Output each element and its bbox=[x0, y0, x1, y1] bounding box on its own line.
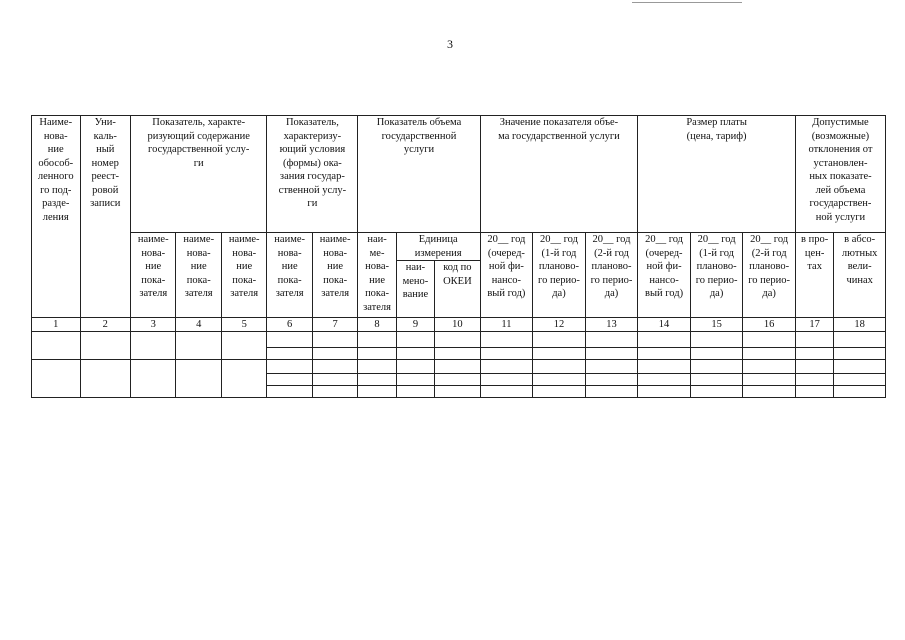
data-cell bbox=[480, 374, 533, 386]
subheader-value-plan-year-2 bbox=[585, 233, 638, 318]
header-text-line: в про- bbox=[801, 234, 829, 245]
data-cell bbox=[480, 360, 533, 374]
subheader-unit-name bbox=[396, 261, 434, 318]
header-text-line: установлен- bbox=[813, 157, 868, 169]
data-cell bbox=[396, 374, 434, 386]
header-text-line: номер bbox=[91, 157, 119, 169]
data-cell bbox=[834, 332, 886, 348]
header-text-line: зателя bbox=[230, 288, 259, 299]
column-number: 1 bbox=[32, 318, 81, 332]
data-cell bbox=[690, 332, 743, 348]
header-text-line: нансо- bbox=[491, 274, 522, 286]
header-text-line: ние bbox=[369, 274, 385, 286]
column-number: 4 bbox=[176, 318, 221, 332]
column-number: 15 bbox=[690, 318, 743, 332]
subheader-conditions-name-1 bbox=[267, 233, 312, 318]
data-cell bbox=[533, 360, 586, 374]
table-row bbox=[32, 332, 886, 348]
data-cell bbox=[435, 360, 480, 374]
data-cell bbox=[312, 360, 357, 374]
header-text-line: Уни- bbox=[94, 117, 116, 128]
data-cell bbox=[743, 360, 796, 374]
header-content-indicator bbox=[131, 116, 267, 233]
header-text-line: планово- bbox=[538, 261, 579, 272]
header-text-line: нова- bbox=[277, 247, 302, 259]
header-text-line: 20__ год bbox=[750, 234, 789, 245]
column-number: 11 bbox=[480, 318, 533, 332]
header-text-line: ние bbox=[145, 261, 162, 272]
header-text-line: ный bbox=[96, 144, 115, 155]
header-text-line: пока- bbox=[141, 274, 166, 286]
header-text-line: Размер платы bbox=[686, 117, 747, 128]
data-cell bbox=[176, 332, 221, 360]
header-text-line: ризующий содержание bbox=[147, 130, 250, 142]
column-number: 6 bbox=[267, 318, 312, 332]
header-text-line: го перио- bbox=[590, 274, 633, 286]
header-text-line: характеризу- bbox=[283, 130, 342, 142]
data-cell bbox=[743, 332, 796, 348]
header-volume-value bbox=[480, 116, 638, 233]
data-cell bbox=[743, 386, 796, 398]
column-number: 16 bbox=[743, 318, 796, 332]
data-cell bbox=[585, 360, 638, 374]
header-text-line: (очеред- bbox=[645, 247, 683, 259]
header-text-line: лей объема bbox=[815, 184, 866, 196]
header-text-line: в абсо- bbox=[844, 234, 876, 245]
header-text-line: (возможные) bbox=[811, 130, 870, 142]
header-text-line: планово- bbox=[696, 261, 737, 272]
header-text-line: пока- bbox=[277, 274, 302, 286]
subheader-unit bbox=[396, 233, 480, 261]
subheader-fee-plan-year-2 bbox=[743, 233, 796, 318]
header-text-line: отклонения от bbox=[808, 144, 873, 155]
header-text-line: ющий условия bbox=[279, 144, 346, 155]
column-number: 5 bbox=[221, 318, 266, 332]
header-text-line: цен- bbox=[804, 247, 825, 259]
header-text-line: (очеред- bbox=[487, 247, 525, 259]
data-cell bbox=[312, 332, 357, 348]
header-text-line: нова- bbox=[365, 261, 389, 272]
header-text-line: 20__ год bbox=[539, 234, 578, 245]
data-cell bbox=[638, 332, 691, 348]
data-cell bbox=[480, 386, 533, 398]
header-text-line: нова- bbox=[232, 247, 257, 259]
subheader-fee-plan-year-1 bbox=[690, 233, 743, 318]
data-cell bbox=[221, 360, 266, 398]
column-number: 2 bbox=[80, 318, 131, 332]
header-text-line: ние bbox=[47, 144, 64, 155]
header-name-subdivision bbox=[32, 116, 81, 318]
column-number: 8 bbox=[358, 318, 396, 332]
subheader-in-percent bbox=[795, 233, 833, 318]
data-cell bbox=[834, 360, 886, 374]
header-text-line: код по bbox=[443, 262, 472, 273]
header-text-line: (формы) ока- bbox=[282, 157, 342, 169]
data-cell bbox=[795, 360, 833, 374]
header-text-line: го перио- bbox=[748, 274, 791, 286]
data-cell bbox=[795, 374, 833, 386]
data-cell bbox=[32, 332, 81, 360]
header-text-line: измерения bbox=[414, 247, 462, 259]
data-cell bbox=[533, 386, 586, 398]
data-cell bbox=[312, 386, 357, 398]
data-cell bbox=[795, 386, 833, 398]
data-cell bbox=[690, 374, 743, 386]
header-text-line: Показатель, характе- bbox=[152, 117, 246, 128]
header-text-line: 20__ год bbox=[645, 234, 684, 245]
data-cell bbox=[638, 386, 691, 398]
header-text-line: ной фи- bbox=[488, 261, 524, 272]
data-cell bbox=[743, 374, 796, 386]
subheader-content-name-1 bbox=[131, 233, 176, 318]
header-text-line: зателя bbox=[275, 288, 304, 299]
header-text-line: ственной услу- bbox=[278, 184, 347, 196]
data-cell bbox=[435, 374, 480, 386]
header-text-line: нова- bbox=[186, 247, 211, 259]
header-text-line: наиме- bbox=[183, 234, 215, 245]
header-text-line: ленного bbox=[37, 171, 74, 182]
header-text-line: мено- bbox=[402, 275, 429, 287]
data-cell bbox=[32, 360, 81, 398]
header-text-line: го под- bbox=[40, 184, 72, 196]
header-text-line: ления bbox=[42, 211, 69, 223]
header-text-line: Допустимые bbox=[812, 117, 869, 128]
data-cell bbox=[396, 332, 434, 348]
column-number: 18 bbox=[834, 318, 886, 332]
data-cell bbox=[480, 332, 533, 348]
data-cell bbox=[267, 374, 312, 386]
column-number: 10 bbox=[435, 318, 480, 332]
subheader-fee-current-year bbox=[638, 233, 691, 318]
subheader-in-absolute bbox=[834, 233, 886, 318]
data-cell bbox=[396, 386, 434, 398]
header-text-line: Значение показателя объе- bbox=[499, 117, 619, 128]
subheader-value-plan-year-1 bbox=[533, 233, 586, 318]
page-number: 3 bbox=[447, 37, 453, 51]
header-text-line: наи- bbox=[405, 262, 426, 273]
data-cell bbox=[358, 360, 396, 374]
header-text-line: ОКЕИ bbox=[443, 275, 472, 287]
data-cell bbox=[221, 332, 266, 360]
header-text-line: лютных bbox=[841, 247, 878, 259]
header-text-line: услуги bbox=[403, 144, 435, 155]
header-text-line: записи bbox=[90, 198, 121, 209]
data-cell bbox=[358, 374, 396, 386]
data-cell bbox=[480, 348, 533, 360]
header-text-line: ной услуги bbox=[815, 211, 866, 223]
data-cell bbox=[267, 386, 312, 398]
header-text-line: наиме- bbox=[319, 234, 351, 245]
header-deviations bbox=[795, 116, 885, 233]
header-text-line: чинах bbox=[846, 274, 873, 286]
data-cell bbox=[795, 332, 833, 348]
header-text-line: (2-й год bbox=[751, 247, 787, 259]
header-text-line: (2-й год bbox=[594, 247, 629, 259]
data-cell bbox=[396, 348, 434, 360]
header-text-line: (1-й год bbox=[699, 247, 735, 259]
data-cell bbox=[435, 332, 480, 348]
data-cell bbox=[585, 332, 638, 348]
subheader-content-name-2 bbox=[176, 233, 221, 318]
header-text-line: зания государ- bbox=[279, 171, 345, 182]
data-cell bbox=[358, 348, 396, 360]
header-text-line: планово- bbox=[749, 261, 790, 272]
data-cell bbox=[533, 332, 586, 348]
header-text-line: наиме- bbox=[228, 234, 260, 245]
data-cell bbox=[267, 332, 312, 348]
data-cell bbox=[267, 348, 312, 360]
header-text-line: государственной bbox=[381, 130, 457, 142]
subheader-volume-name bbox=[358, 233, 396, 318]
column-number: 13 bbox=[585, 318, 638, 332]
header-text-line: Показатель, bbox=[285, 117, 339, 128]
header-text-line: ние bbox=[190, 261, 207, 272]
header-text-line: ние bbox=[281, 261, 298, 272]
header-text-line: нова- bbox=[141, 247, 166, 259]
header-text-line: нова- bbox=[323, 247, 348, 259]
header-text-line: (1-й год bbox=[541, 247, 577, 259]
column-number: 12 bbox=[533, 318, 586, 332]
subheader-content-name-3 bbox=[221, 233, 266, 318]
header-text-line: Показатель объема bbox=[376, 117, 462, 128]
column-number: 14 bbox=[638, 318, 691, 332]
header-text-line: вели- bbox=[847, 261, 872, 272]
data-cell bbox=[834, 348, 886, 360]
header-volume-indicator bbox=[358, 116, 480, 233]
column-number: 3 bbox=[131, 318, 176, 332]
data-cell bbox=[795, 348, 833, 360]
data-cell bbox=[358, 386, 396, 398]
data-cell bbox=[435, 348, 480, 360]
header-text-line: ной фи- bbox=[646, 261, 682, 272]
header-text-line: планово- bbox=[591, 261, 632, 272]
header-text-line: ма государственной услуги bbox=[498, 130, 620, 142]
header-text-line: нова- bbox=[43, 130, 68, 142]
header-text-line: вание bbox=[402, 289, 429, 300]
header-text-line: (цена, тариф) bbox=[686, 130, 747, 142]
header-conditions-indicator bbox=[267, 116, 358, 233]
data-cell bbox=[312, 348, 357, 360]
header-text-line: государственной услу- bbox=[148, 144, 250, 155]
header-text-line: Единица bbox=[418, 234, 458, 245]
data-cell bbox=[358, 332, 396, 348]
header-text-line: зателя bbox=[321, 288, 350, 299]
header-text-line: го перио- bbox=[538, 274, 580, 286]
data-cell bbox=[638, 360, 691, 374]
header-text-line: ных показате- bbox=[809, 171, 872, 182]
header-text-line: ги bbox=[193, 157, 204, 169]
header-text-line: наиме- bbox=[274, 234, 305, 245]
header-text-line: да) bbox=[552, 288, 566, 299]
data-cell bbox=[690, 386, 743, 398]
header-text-line: пока- bbox=[323, 274, 348, 286]
header-text-line: ние bbox=[327, 261, 344, 272]
data-cell bbox=[638, 374, 691, 386]
header-text-line: го перио- bbox=[695, 274, 738, 286]
header-text-line: нансо- bbox=[649, 274, 679, 286]
header-text-line: ние bbox=[236, 261, 253, 272]
data-cell bbox=[176, 360, 221, 398]
data-cell bbox=[80, 332, 131, 360]
header-text-line: ги bbox=[307, 198, 318, 209]
data-cell bbox=[638, 348, 691, 360]
data-cell bbox=[396, 360, 434, 374]
data-cell bbox=[533, 348, 586, 360]
top-rule bbox=[632, 2, 742, 3]
header-text-line: тах bbox=[807, 261, 822, 272]
header-text-line: пока- bbox=[186, 274, 211, 286]
data-cell bbox=[585, 348, 638, 360]
header-text-line: зателя bbox=[139, 288, 168, 299]
header-text-line: 20__ год bbox=[697, 234, 736, 245]
data-cell bbox=[312, 374, 357, 386]
header-text-line: 20__ год bbox=[487, 234, 526, 245]
header-text-line: обособ- bbox=[38, 157, 74, 169]
subheader-conditions-name-2 bbox=[312, 233, 357, 318]
data-cell bbox=[834, 386, 886, 398]
header-text-line: каль- bbox=[93, 130, 117, 142]
header-text-line: реест- bbox=[91, 171, 120, 182]
header-text-line: разде- bbox=[42, 198, 70, 209]
subheader-okei-code bbox=[435, 261, 480, 318]
header-text-line: пока- bbox=[232, 274, 257, 286]
header-fee-size bbox=[638, 116, 796, 233]
header-text-line: государствен- bbox=[809, 198, 872, 209]
column-number: 7 bbox=[312, 318, 357, 332]
header-text-line: наиме- bbox=[137, 234, 169, 245]
table-row bbox=[32, 360, 886, 374]
data-cell bbox=[690, 348, 743, 360]
data-cell bbox=[834, 374, 886, 386]
header-text-line: вый год) bbox=[487, 288, 526, 299]
data-cell bbox=[131, 332, 176, 360]
data-cell bbox=[131, 360, 176, 398]
data-cell bbox=[585, 386, 638, 398]
header-unique-record bbox=[80, 116, 131, 318]
subheader-value-current-year bbox=[480, 233, 533, 318]
data-cell bbox=[585, 374, 638, 386]
data-cell bbox=[80, 360, 131, 398]
header-text-line: пока- bbox=[365, 288, 390, 299]
header-text-line: зателя bbox=[363, 301, 391, 313]
state-service-volume-table bbox=[31, 115, 886, 398]
data-cell bbox=[743, 348, 796, 360]
data-cell bbox=[435, 386, 480, 398]
header-text-line: зателя bbox=[184, 288, 213, 299]
data-cell bbox=[533, 374, 586, 386]
data-cell bbox=[690, 360, 743, 374]
header-text-line: да) bbox=[604, 288, 619, 299]
header-text-line: ме- bbox=[369, 247, 385, 259]
header-text-line: вый год) bbox=[645, 288, 684, 299]
header-text-line: Наиме- bbox=[39, 117, 73, 128]
header-text-line: да) bbox=[762, 288, 776, 299]
header-text-line: наи- bbox=[367, 234, 387, 245]
column-numbers-row bbox=[32, 318, 886, 332]
data-cell bbox=[267, 360, 312, 374]
header-text-line: ровой bbox=[92, 184, 119, 196]
column-number: 9 bbox=[396, 318, 434, 332]
column-number: 17 bbox=[795, 318, 833, 332]
header-text-line: да) bbox=[709, 288, 724, 299]
header-text-line: 20__ год bbox=[592, 234, 631, 245]
